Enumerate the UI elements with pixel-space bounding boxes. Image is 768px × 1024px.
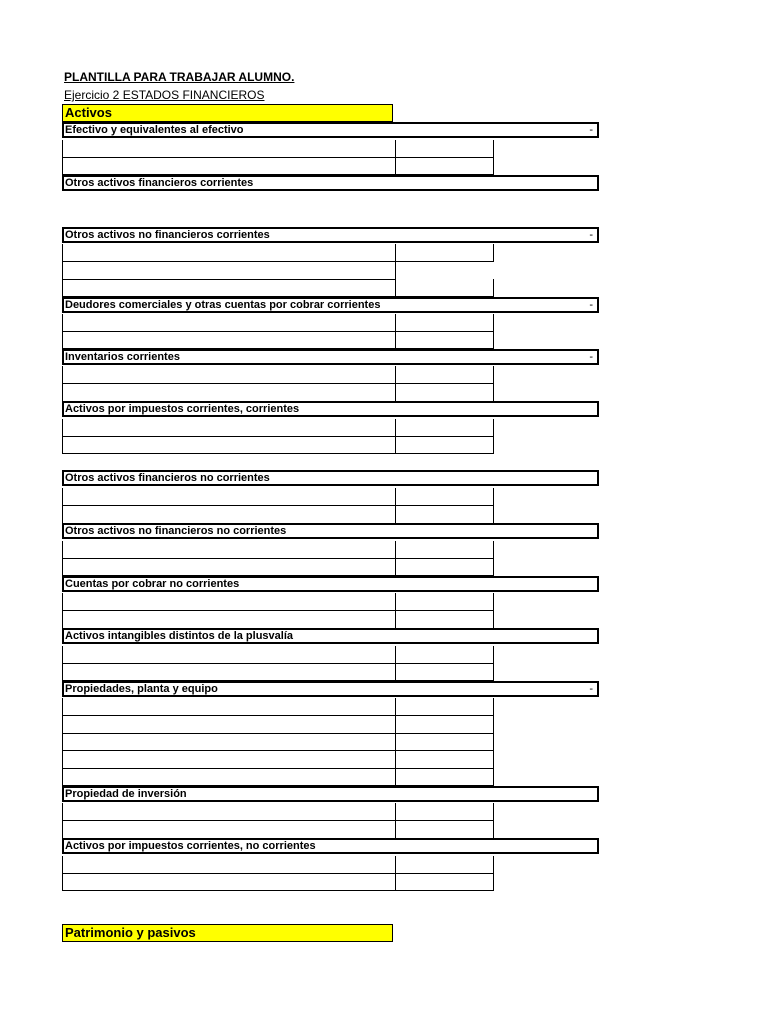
section-header[interactable]: [62, 838, 599, 854]
section-label: Otros activos no financieros no corrientes: [65, 525, 287, 537]
section-label: Deudores comerciales y otras cuentas por cobrar corrientes: [65, 299, 381, 311]
section-header[interactable]: [62, 297, 599, 313]
section-header[interactable]: [62, 122, 599, 138]
section-label: Otros activos no financieros corrientes: [65, 229, 270, 241]
table-row[interactable]: [62, 803, 494, 821]
table-row[interactable]: [62, 856, 494, 874]
table-row[interactable]: [62, 873, 494, 891]
section-label: Efectivo y equivalentes al efectivo: [65, 124, 244, 136]
table-row[interactable]: [62, 541, 494, 559]
table-row[interactable]: [62, 314, 494, 332]
section-header[interactable]: [62, 175, 599, 191]
section-header[interactable]: [62, 401, 599, 417]
table-row[interactable]: [62, 506, 494, 524]
patrimonio-heading: Patrimonio y pasivos: [62, 924, 393, 942]
table-row[interactable]: [62, 663, 494, 681]
table-row[interactable]: [62, 488, 494, 506]
section-label: Inventarios corrientes: [65, 351, 180, 363]
section-label: Otros activos financieros corrientes: [65, 177, 254, 189]
section-header[interactable]: [62, 681, 599, 697]
table-row[interactable]: [62, 558, 494, 576]
section-label: Propiedad de inversión: [65, 788, 187, 800]
section-header[interactable]: [62, 628, 599, 644]
table-row[interactable]: [62, 593, 494, 611]
table-row[interactable]: [62, 716, 494, 734]
section-header[interactable]: [62, 523, 599, 539]
section-value: -: [589, 683, 593, 695]
table-row[interactable]: [62, 244, 494, 262]
section-label: Propiedades, planta y equipo: [65, 683, 218, 695]
page-subtitle: Ejercicio 2 ESTADOS FINANCIEROS: [64, 88, 265, 102]
table-row[interactable]: [62, 733, 494, 751]
section-label: Cuentas por cobrar no corrientes: [65, 578, 240, 590]
section-value: -: [589, 229, 593, 241]
table-row[interactable]: [62, 366, 494, 384]
section-header[interactable]: [62, 227, 599, 243]
page-title: PLANTILLA PARA TRABAJAR ALUMNO.: [64, 70, 295, 84]
section-value: -: [589, 124, 593, 136]
section-value: -: [589, 299, 593, 311]
section-header[interactable]: [62, 470, 599, 486]
table-row[interactable]: [62, 331, 494, 349]
table-row[interactable]: [62, 698, 494, 716]
table-row[interactable]: [62, 262, 396, 280]
table-row[interactable]: [62, 157, 494, 175]
table-row[interactable]: [62, 821, 494, 839]
section-header[interactable]: [62, 786, 599, 802]
section-label: Activos intangibles distintos de la plusvalía: [65, 630, 293, 642]
table-row[interactable]: [62, 646, 494, 664]
table-row[interactable]: [62, 611, 494, 629]
table-row[interactable]: [62, 140, 494, 158]
section-label: Otros activos financieros no corrientes: [65, 472, 270, 484]
table-row[interactable]: [62, 384, 494, 402]
table-row[interactable]: [62, 768, 494, 786]
table-row[interactable]: [62, 279, 494, 297]
activos-heading: Activos: [62, 104, 393, 122]
section-header[interactable]: [62, 349, 599, 365]
section-header[interactable]: [62, 576, 599, 592]
table-row[interactable]: [62, 436, 494, 454]
table-row[interactable]: [62, 419, 494, 437]
section-label: Activos por impuestos corrientes, corrientes: [65, 403, 300, 415]
section-value: -: [589, 351, 593, 363]
section-label: Activos por impuestos corrientes, no corrientes: [65, 840, 316, 852]
table-row[interactable]: [62, 751, 494, 769]
